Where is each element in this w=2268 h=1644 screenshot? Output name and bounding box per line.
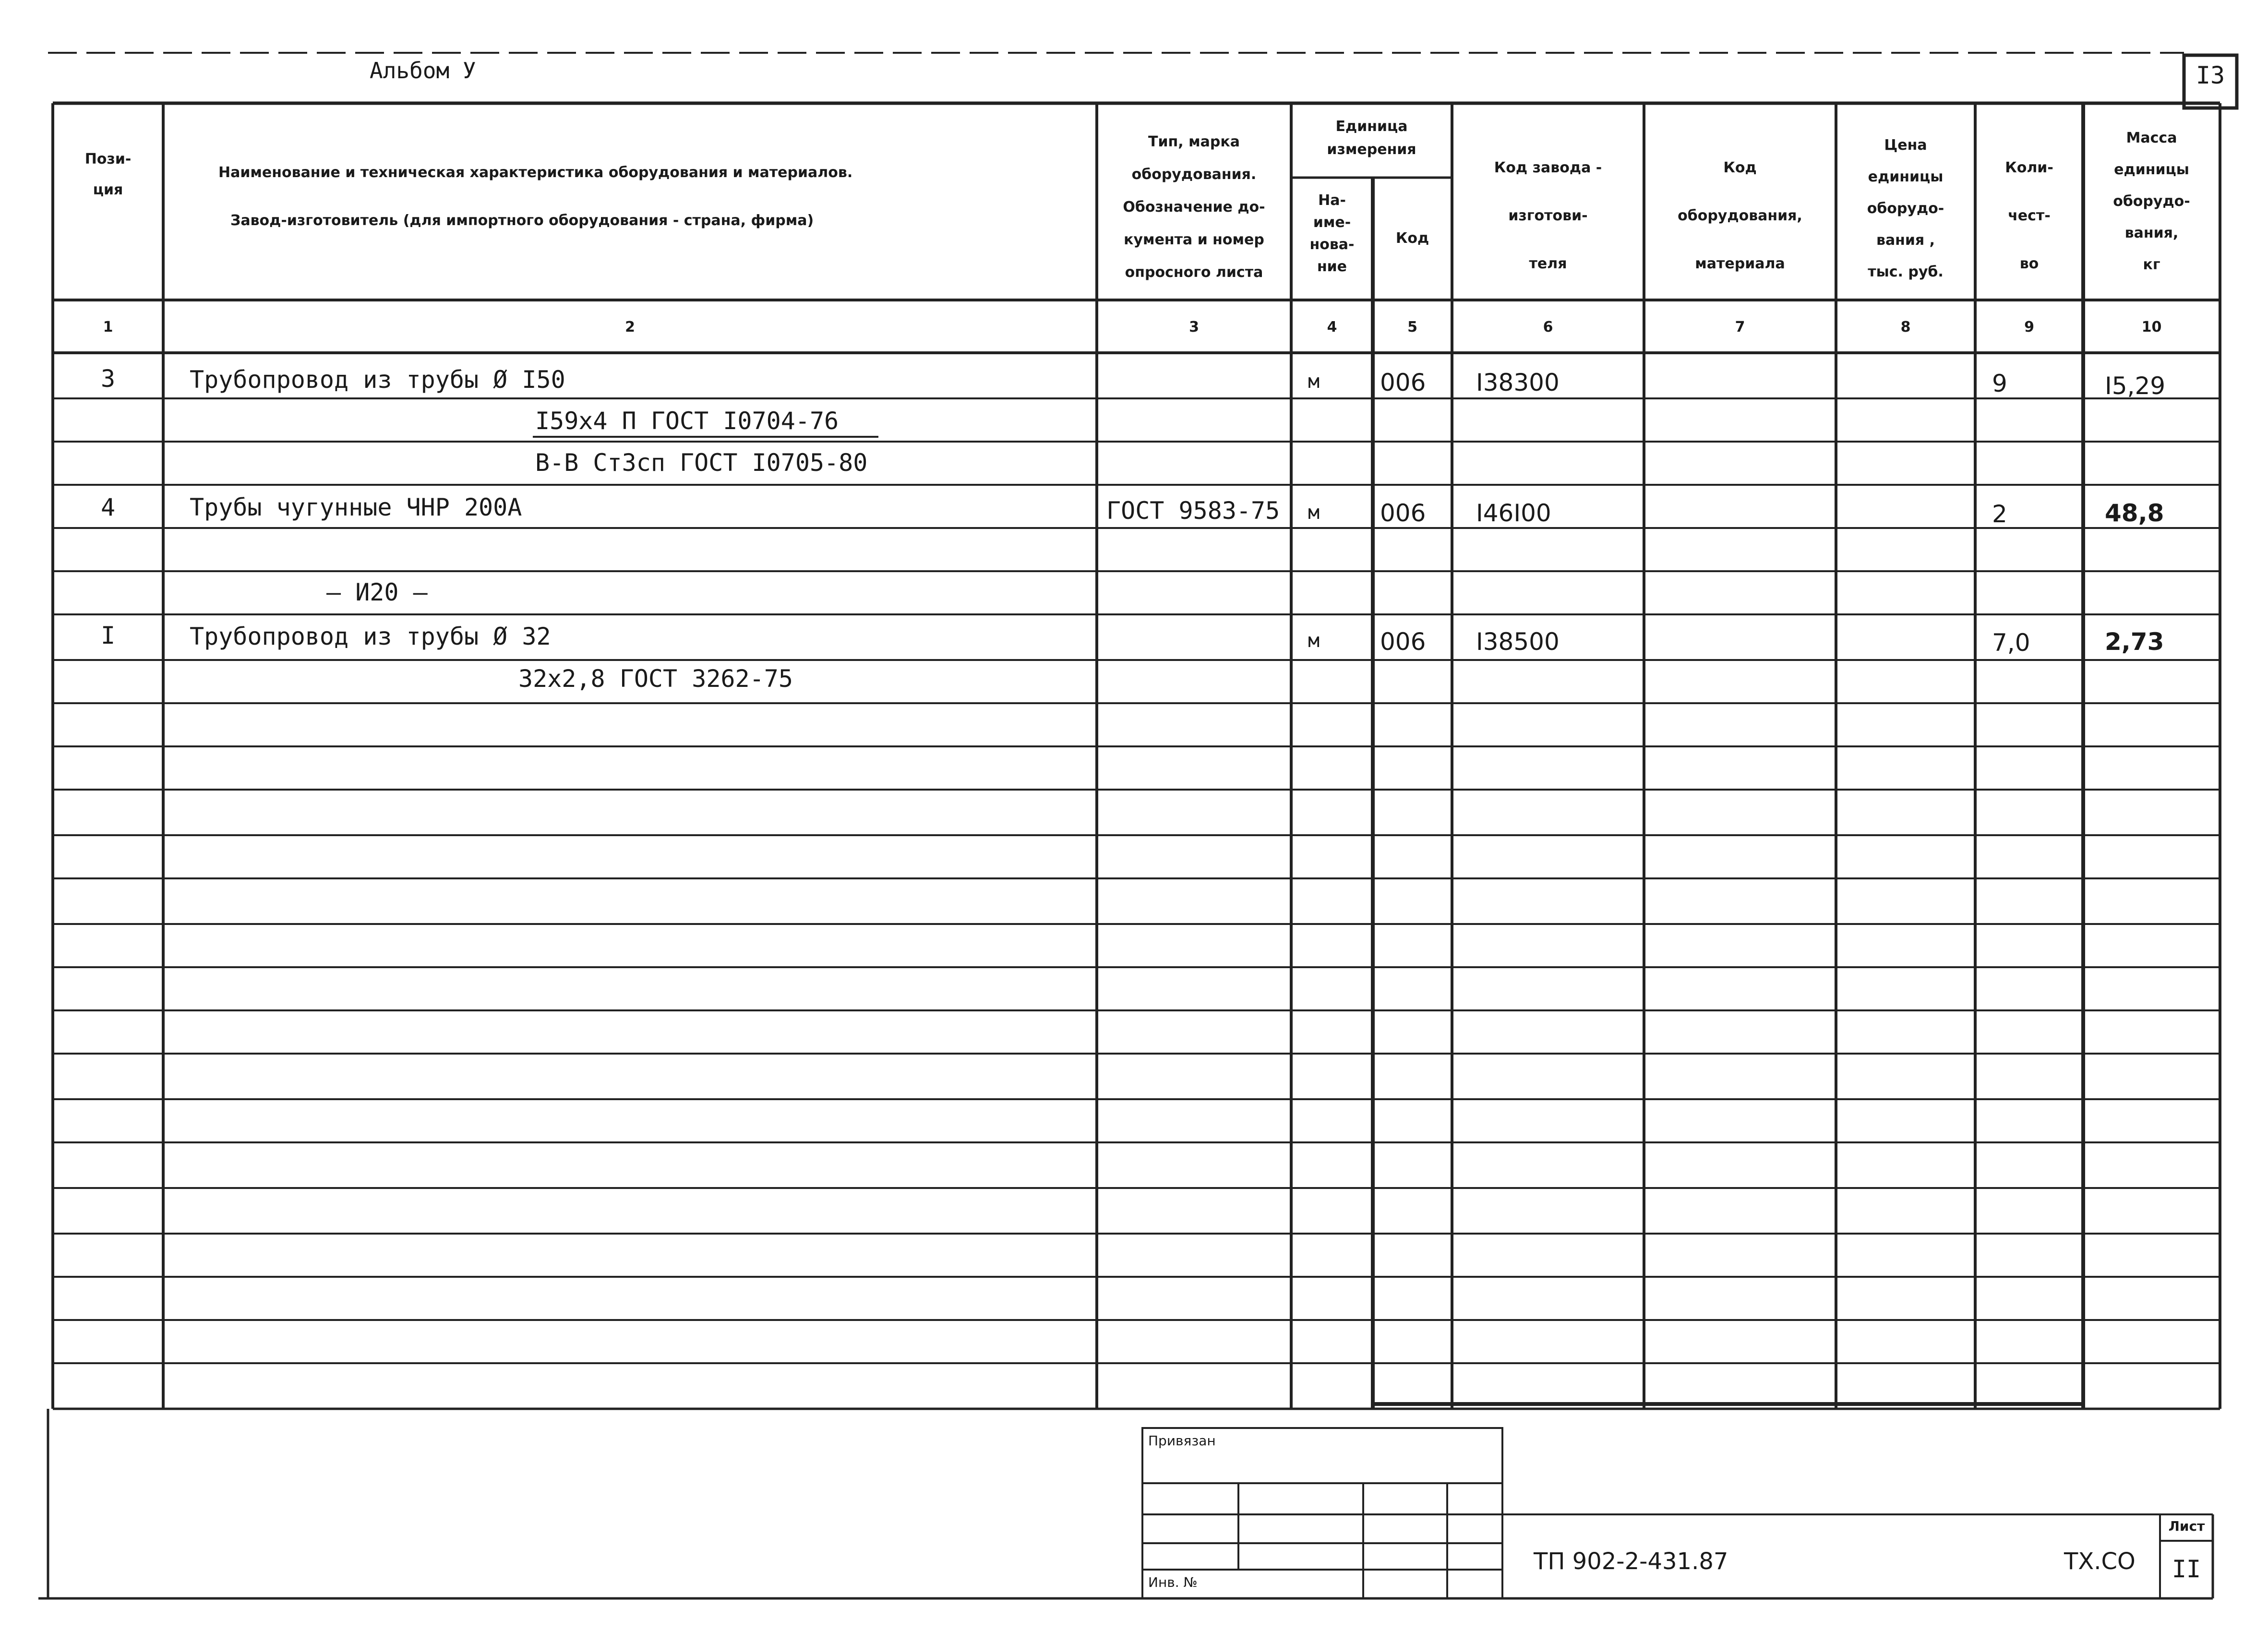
col-number: 7 [1735, 319, 1745, 336]
header-mass: Масса единицы оборудо- вания, кг [2113, 130, 2190, 273]
table-row-type: ГОСТ 9583-75 [1106, 497, 1280, 525]
table-row-factory-code: I46I00 [1476, 499, 1551, 527]
col-number: 5 [1407, 319, 1417, 336]
table-row-mass: I5,29 [2105, 372, 2166, 400]
section-label: — И20 — [326, 578, 428, 606]
col-number: 6 [1543, 319, 1553, 336]
table-row-name: Трубопровод из трубы Ø I50 [190, 366, 565, 394]
col-number: 2 [625, 319, 635, 336]
table-row-name: Трубопровод из трубы Ø 32 [190, 623, 551, 650]
page-number: I3 [2196, 61, 2225, 89]
sheet-code: ТХ.СО [2064, 1548, 2136, 1575]
sheet-label: Лист [2168, 1518, 2205, 1534]
table-row-mass: 2,73 [2105, 628, 2164, 656]
table-row-factory-code: I38500 [1476, 628, 1560, 656]
header-unit-code: Код [1395, 230, 1429, 247]
table-row-code: 006 [1380, 369, 1426, 396]
table-row-code: 006 [1380, 628, 1426, 656]
col-number: 8 [1900, 319, 1911, 336]
header-unit-name: На- име- нова- ние [1309, 192, 1355, 275]
header-position: Пози- ция [84, 151, 132, 198]
col-number: 9 [2024, 319, 2034, 336]
header-price: Цена единицы оборудо- вания , тыс. руб. [1867, 137, 1944, 280]
header-quantity: Коли- чест- во [2005, 159, 2053, 272]
attached-label: Привязан [1148, 1433, 1216, 1449]
table-row-unit: м [1308, 630, 1320, 652]
table-row-code: 006 [1380, 499, 1426, 527]
col-number: 1 [103, 319, 113, 336]
table-row-name: 32x2,8 ГОСТ 3262-75 [518, 665, 793, 693]
table-row-name: I59x4 П ГОСТ I0704-76 [535, 407, 839, 435]
col-number: 10 [2141, 319, 2162, 336]
table-row-factory-code: I38300 [1476, 369, 1560, 396]
table-row-unit: м [1308, 502, 1320, 524]
table-row-position: 3 [100, 365, 116, 393]
header-type: Тип, марка оборудования. Обозначение до- кумента и номер опросного листа [1123, 133, 1265, 281]
header-name: Наименование и техническая характеристика оборудования и материалов. Завод-изготовитель (для импортного оборудования - страна, фирма) [218, 164, 853, 229]
table-row-unit: м [1308, 371, 1320, 393]
document-code: ТП 902-2-431.87 [1534, 1548, 1728, 1575]
table-row-name: Трубы чугунные ЧНР 200А [190, 493, 522, 521]
col-number: 3 [1189, 319, 1199, 336]
header-unit: Единица измерения [1327, 118, 1416, 158]
table-row-quantity: 9 [1992, 370, 2007, 397]
table-row-position: 4 [100, 493, 116, 521]
table-row-quantity: 7,0 [1992, 629, 2030, 657]
table-row-quantity: 2 [1992, 500, 2007, 528]
table-row-mass: 48,8 [2105, 499, 2164, 527]
sheet-number: II [2172, 1555, 2201, 1583]
header-equipment-code: Код оборудования, материала [1678, 159, 1802, 272]
col-number: 4 [1327, 319, 1337, 336]
album-label: Альбом У [370, 58, 476, 84]
inventory-number-label: Инв. № [1148, 1574, 1198, 1590]
table-row-position: I [100, 622, 116, 649]
table-row-name: В-В Ст3сп ГОСТ I0705-80 [535, 449, 868, 477]
header-factory-code: Код завода - изготови- теля [1494, 159, 1602, 272]
